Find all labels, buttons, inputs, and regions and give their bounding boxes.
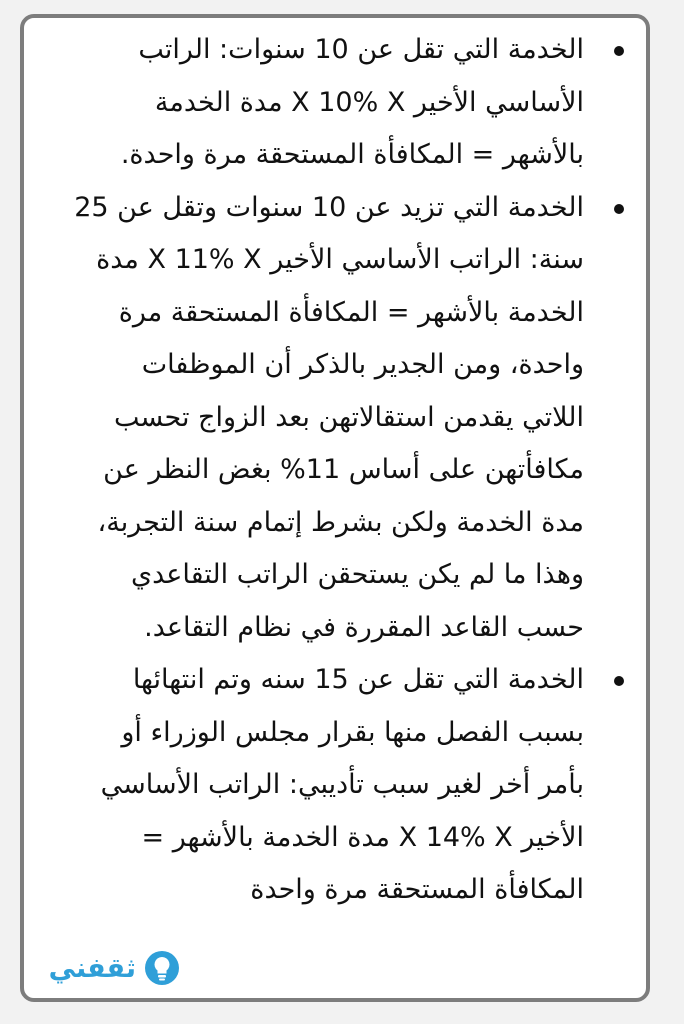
list-item (72, 182, 632, 655)
lightbulb-icon (142, 948, 182, 988)
bullet-dot-icon (614, 46, 624, 56)
content-card (20, 14, 650, 1002)
bullet-dot-icon (614, 676, 624, 686)
list-item (72, 24, 632, 182)
list-item-text: الخدمة التي تقل عن 15 سنه وتم انتهائها بسبب الفصل منها بقرار مجلس الوزراء أو بأمر أخر لغير سبب تأديبي: الراتب الأساسي الأخير X 14% X مدة الخدمة بالأشهر = المكافأة المستحقة مرة واحدة (100, 664, 584, 905)
list-item (72, 654, 632, 917)
watermark-text: ثقفني (48, 952, 136, 984)
bullet-list (72, 24, 632, 917)
bullet-dot-icon (614, 204, 624, 214)
list-item-text: الخدمة التي تزيد عن 10 سنوات وتقل عن 25 سنة: الراتب الأساسي الأخير X 11% X مدة الخدمة بالأشهر = المكافأة المستحقة مرة واحدة، ومن الجدير بالذكر أن الموظفات اللاتي يقدمن استقالاتهن بعد الزواج تحسب مكافأتهن على أساس 11% بغض النظر عن مدة الخدمة ولكن بشرط إتمام سنة التجربة، وهذا ما لم يكن يستحقن الراتب التقاعدي حسب القاعد المقررة في نظام التقاعد. (74, 191, 584, 643)
list-item-text: الخدمة التي تقل عن 10 سنوات: الراتب الأساسي الأخير X 10% X مدة الخدمة بالأشهر = المكافأة المستحقة مرة واحدة. (120, 34, 584, 170)
watermark-logo (28, 944, 188, 992)
